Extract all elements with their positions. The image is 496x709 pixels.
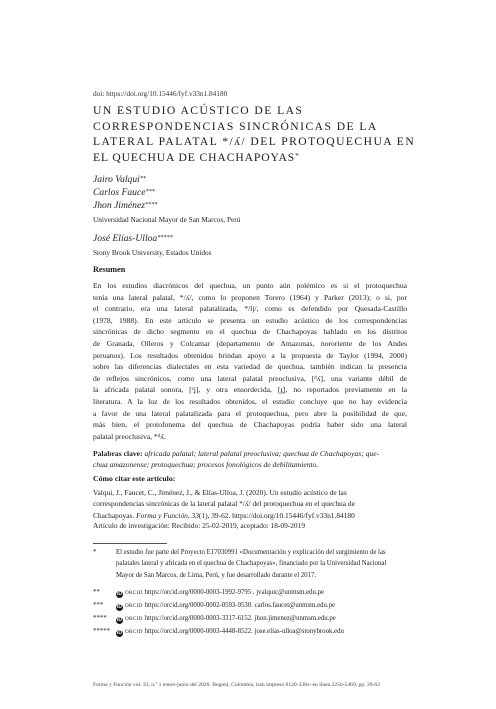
abstract-line: la africada palatal sonora, [ᶻʝ], y otra ensordecida, [ɟ̥], no reportados previamente en la: [93, 385, 407, 395]
orcid-link[interactable]: https://orcid.org/0000-0002-0593-9530. carlos.faucet@unmsm.edu.pe: [144, 602, 336, 609]
article-title: [93, 103, 423, 165]
keywords-label: Palabras clave:: [93, 449, 143, 458]
doi-line[interactable]: doi: https://doi.org/10.15446/fyf.v33n1.84180: [93, 89, 228, 98]
abstract-line: de Granada, Olleros y Colcamar (departamento de Amazonas, nororiente de los Andes: [93, 338, 407, 348]
abstract-body: [93, 280, 407, 442]
footnote-mark: *****: [93, 628, 110, 635]
journal-footer: Forma y Función vol. 33, n.º 1 enero-junio del 2020. Bogotá, Colombia, issn impreso 0120-338x–en línea 2256-5469, pp. 39-62: [93, 682, 380, 688]
orcid-icon: iD: [117, 591, 122, 597]
journal-name: Forma y Función, 33: [136, 510, 199, 520]
orcid-footnote: **** iD ORCID https://orcid.org/0000-0003-3317-6152. jhon.jimenez@unmsm.edu.pe: [93, 615, 336, 623]
footnote: * El estudio fue parte del Proyecto E17030991 «Documentación y explicación del surgimiento de las palatales lateral y africada en el quechua de Chachapoyas», financiado por la Universidad Nacional Mayor de San Marcos, de Lima, Perú, y fue desarrollado durante el 2017.: [93, 549, 387, 579]
abstract-line: (1978, 1988). En este artículo se presenta un estudio acústico de los correspondencias: [93, 315, 407, 325]
keywords: [93, 448, 407, 471]
author-name: Jairo Valqui**: [93, 174, 147, 185]
keywords-text: africada palatal; lateral palatal preoclusiva; quechua de Chachapoyas; que-: [144, 449, 380, 458]
title-line: EL QUECHUA DE CHACHAPOYAS*: [93, 150, 300, 164]
abstract-line: sincrónicas de dicho segmento en el quechua de Chachapoyas hablado en los distritos: [93, 327, 407, 337]
footnote-divider: [93, 543, 167, 544]
title-footnote-mark: *: [295, 151, 300, 161]
footnote-mark: ***: [93, 602, 104, 609]
title-line: UN ESTUDIO ACÚSTICO DE LAS: [93, 104, 304, 117]
citation-line: correspondencias sincrónicas de la lateral palatal */ʎ/ del protoquechua en el quechua de: [93, 499, 355, 509]
abstract-line: más bien, el protofonema del quechua de Chachapoyas podría haber sido una lateral: [93, 420, 407, 430]
orcid-footnote: ** iD ORCID https://orcid.org/0000-0003-1992-9795 . jvalquic@unmsm.edu.pe: [93, 589, 325, 597]
orcid-link[interactable]: https://orcid.org/0000-0003-4448-8522. jose.elias-ulloa@stonybrook.edu: [144, 628, 344, 635]
abstract-line: a favor de una lateral palatalizada para el protoquechua, pero abre la posibilidad de que,: [93, 408, 407, 418]
title-line: LATERAL PALATAL */ʎ/ DEL PROTOQUECHUA EN: [93, 135, 416, 149]
footnote-mark: *: [93, 549, 97, 556]
orcid-icon: iD: [117, 617, 122, 623]
received-dates: Artículo de investigación: Recibido: 25-02-2019, aceptado: 18-09-2019: [93, 521, 306, 530]
abstract-line: tenía una lateral palatal, */ʎ/, como lo proponen Torero (1964) y Parker (2013); o si, por: [93, 292, 407, 302]
abstract-line: literatura. A la luz de los resultados obtenidos, el estudio concluye que no hay evidencia: [93, 396, 407, 406]
keywords-text: chua amazonense; protoquechua; procesos fonológicos de debilitamiento.: [93, 460, 319, 470]
orcid-footnote: ***** iD ORCID https://orcid.org/0000-0003-4448-8522. jose.elias-ulloa@stonybrook.edu: [93, 628, 344, 636]
orcid-icon: iD: [117, 630, 122, 636]
citation-line: Chachapoyas. Forma y Función, 33(1), 39-62. https://doi.org/10.15446/fyf.v33n1.84180: [93, 510, 355, 520]
abstract-line: palatal preoclusiva, *ᵈʎ.: [93, 431, 166, 441]
orcid-link[interactable]: https://orcid.org/0000-0003-1992-9795 . jvalquic@unmsm.edu.pe: [144, 589, 325, 596]
affiliation: Stony Brook University, Estados Unidos: [93, 248, 212, 257]
abstract-line: de reflejos sincrónicos, como una lateral palatal preoclusiva, [ᵈʎ], una variante débil de: [93, 373, 407, 383]
abstract-heading: Resumen: [93, 265, 126, 274]
orcid-footnote: *** iD ORCID https://orcid.org/0000-0002-0593-9530. carlos.faucet@unmsm.edu.pe: [93, 602, 336, 610]
abstract-line: el contrario, era una lateral palatalizada, */lj/, como es defendido por Quesada-Castillo: [93, 304, 407, 314]
title-phoneme: */ʎ/: [222, 135, 247, 149]
footnote-mark: ****: [93, 615, 107, 622]
title-line: CORRESPONDENCIAS SINCRÓNICAS DE LA: [93, 119, 378, 133]
author-name: Jhon Jiménez****: [93, 200, 158, 211]
affiliation: Universidad Nacional Mayor de San Marcos, Perú: [93, 215, 241, 224]
author-name: José Elías-Ulloa*****: [93, 233, 173, 244]
orcid-link[interactable]: https://orcid.org/0000-0003-3317-6152. jhon.jimenez@unmsm.edu.pe: [144, 615, 336, 622]
citation-heading: Cómo citar este artículo:: [93, 474, 176, 483]
author-name: Carlos Fauce***: [93, 187, 155, 198]
citation-doi-link[interactable]: (1), 39-62. https://doi.org/10.15446/fyf.v33n1.84180: [198, 510, 355, 520]
abstract-line: sobre las diferencias dialectales en esta variedad de quechua, también indican la presencia: [93, 362, 407, 372]
citation: [93, 487, 407, 521]
footnote-mark: **: [93, 589, 100, 596]
abstract-line: En los estudios diacrónicos del quechua, un punto aún polémico es si el protoquechua: [93, 281, 407, 290]
abstract-line: peruanos). Los resultados obtenidos brindan apoyo a la propuesta de Taylor (1994, 2000): [93, 350, 407, 360]
citation-line: Valqui, J., Faucet, C., Jiménez, J., & Elías-Ulloa, J. (2020). Un estudio acústico de las: [93, 488, 347, 497]
orcid-icon: iD: [117, 604, 122, 610]
